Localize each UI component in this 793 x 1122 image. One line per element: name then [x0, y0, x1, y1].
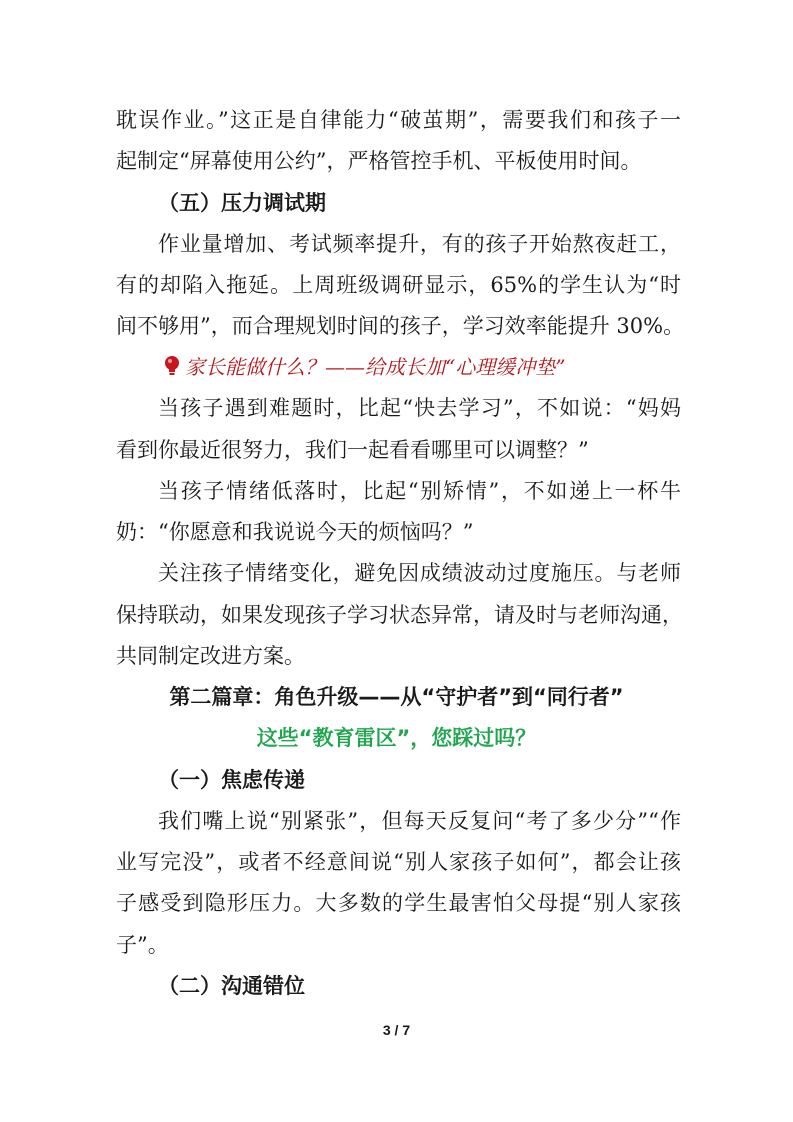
body-text-line: 关注孩子情绪变化，避免因成绩波动过度施压。与老师 — [158, 561, 681, 585]
section-heading: （一）焦虑传递 — [158, 768, 305, 792]
body-text-line: 耽误作业。”这正是自律能力“破茧期”，需要我们和孩子一 — [116, 108, 681, 132]
body-text-line: 看到你最近很努力，我们一起看看哪里可以调整？” — [116, 438, 589, 462]
body-text-line: 业写完没”，或者不经意间说“别人家孩子如何”，都会让孩 — [116, 850, 681, 874]
lightbulb-icon — [163, 355, 181, 379]
page-number: 3 / 7 — [382, 1022, 411, 1038]
body-text-line: 我们嘴上说“别紧张”，但每天反复问“考了多少分”“作 — [158, 809, 681, 833]
chapter-subtitle: 这些“教育雷区”，您踩过吗？ — [256, 726, 537, 750]
body-text-line: 共同制定改进方案。 — [116, 644, 305, 668]
body-text-line: 子”。 — [116, 933, 169, 957]
tip-callout — [163, 353, 565, 381]
section-heading: （五）压力调试期 — [158, 191, 326, 215]
body-text-line: 保持联动，如果发现孩子学习状态异常，请及时与老师沟通， — [116, 603, 683, 627]
body-text-line: 子感受到隐形压力。大多数的学生最害怕父母提“别人家孩 — [116, 891, 681, 915]
body-text-line: 当孩子遇到难题时，比起“快去学习”，不如说：“妈妈 — [158, 396, 681, 420]
section-heading: （二）沟通错位 — [158, 974, 305, 998]
body-text-line: 间不够用”，而合理规划时间的孩子，学习效率能提升 30%。 — [116, 314, 685, 338]
body-text-line: 有的却陷入拖延。上周班级调研显示，65%的学生认为“时 — [116, 273, 681, 297]
body-text-line: 奶：“你愿意和我说说今天的烦恼吗？” — [116, 520, 474, 544]
body-text-line: 起制定“屏幕使用公约”，严格管控手机、平板使用时间。 — [116, 149, 642, 173]
body-text-line: 作业量增加、考试频率提升，有的孩子开始熬夜赶工， — [158, 232, 681, 256]
body-text-line: 当孩子情绪低落时，比起“别矫情”，不如递上一杯牛 — [158, 479, 681, 503]
tip-text: 家长能做什么？——给成长加“心理缓冲垫” — [185, 355, 566, 379]
chapter-title: 第二篇章：角色升级——从“守护者”到“同行者” — [169, 685, 624, 709]
